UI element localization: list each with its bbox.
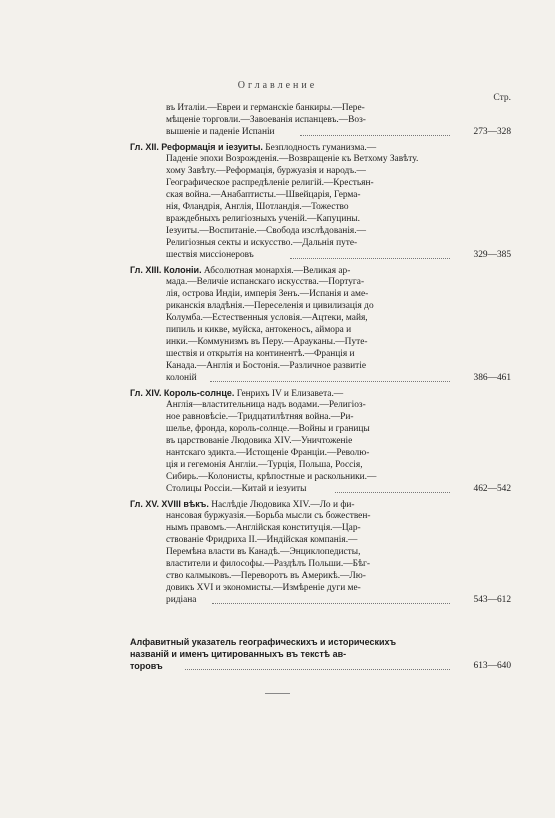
entry-line: шелье, фронда, король-солнце.—Войны и границы [166,424,370,434]
entry-line: Канада.—Англія и Бостонія.—Различное развитіе [166,361,367,371]
leader-dots [290,258,450,259]
chapter-title: Колоніи. [163,265,202,275]
end-rule [265,693,290,694]
entry-line: Абсолютная монархія.—Великая ар- [203,266,351,276]
page-range: 273—328 [473,127,511,137]
chapter-number: Гл. XV. [130,499,160,509]
leader-dots [210,381,450,382]
entry-line: мада.—Величіе испанскаго искусства.—Португа- [166,277,365,287]
entry-line: нымъ правомъ.—Англійская конституція.—Цар- [166,523,361,533]
entry-line: Сибирь.—Колонисты, крѣпостные и раскольники.— [166,472,377,482]
entry-line: Паденіе эпохи Возрожденія.—Возвращеніе къ Ветхому Завѣту. [166,154,419,164]
entry-line: пипиль и киквe, муйска, антокеносъ, аймора и [166,325,352,335]
entry-first-line [130,141,460,153]
entry-line: нантскаго эдикта.—Истощеніе Франціи.—Револю- [166,448,370,458]
entry-line: риканскія владѣнія.—Переселенія и цивилизація до [166,301,374,311]
entry-line: Колумба.—Естественныя условія.—Ацтеки, майя, [166,313,368,323]
entry-line: Наслѣдіе Людовика XIV.—Ло и фи- [211,500,355,510]
page-range: 386—461 [473,373,511,383]
chapter-title: Реформація и іезуиты. [161,142,263,152]
page-header: Оглавление [237,80,318,91]
entry-line: Религіозныя секты и искусство.—Дальнія путе- [166,238,358,248]
entry-line: шествія миссіонеровъ [166,250,254,260]
chapter-number: Гл. XIII. [130,265,162,275]
entry-line: вышеніе и паденіе Испаніи [166,127,275,137]
chapter-title: XVIII вѣкъ. [161,499,209,509]
chapter-number: Гл. XIV. [130,388,162,398]
entry-line: нія, Фландрія, Англія, Шотландія.—Тожество [166,202,349,212]
entry-line: въ царствованіе Людовика XIV.—Уничтоженіе [166,436,353,446]
entry-line: враждебныхъ религіозныхъ ученій.—Капуцины. [166,214,360,224]
entry-line: Столицы Россіи.—Китай и іезуиты [166,484,307,494]
entry-line: ція и гегемонія Англіи.—Турція, Польша, Россія, [166,460,363,470]
entry-line: Алфавитный указатель географическихъ и историческихъ [130,637,397,647]
entry-line: довикъ XVI и экономисты.—Измѣреніе дуги ме- [166,583,361,593]
leader-dots [212,603,450,604]
entry-line: колоній [166,373,197,383]
entry-line: ская война.—Анабаптисты.—Швейцарія, Герма- [166,190,361,200]
entry-first-line [130,498,460,510]
entry-line: Англія—властительница надъ водами.—Религіоз- [166,400,366,410]
entry-line: нансовая буржуазія.—Борьба мысли съ божествен- [166,511,371,521]
entry-line: ное равновѣсіе.—Тридцатилѣтняя война.—Ри- [166,412,354,422]
entry-line: инки.—Коммунизмъ въ Перу.—Арауканы.—Путе- [166,337,368,347]
page-range: 329—385 [473,250,511,260]
entry-line: властители и философы.—Раздѣлъ Польши.—Бѣг- [166,559,371,569]
entry-line: Перемѣна власти въ Канадѣ.—Энциклопедисты, [166,547,361,557]
entry-line: хому Завѣту.—Реформація, буржуазія и народъ.— [166,166,366,176]
entry-first-line [130,387,460,399]
leader-dots [185,669,450,670]
chapter-number: Гл. XII. [130,142,159,152]
entry-line: Генрихъ IV и Елизавета.— [236,389,344,399]
entry-line: Іезуиты.—Воспитаніе.—Свобода изслѣдованія.— [166,226,366,236]
entry-line: шествія и открытія на континентѣ.—Франція и [166,349,355,359]
entry-line: ридіана [166,595,197,605]
entry-line: въ Италіи.—Евреи и германскіе банкиры.—Пере- [166,103,365,113]
entry-line: ство калмыковъ.—Переворотъ въ Америкѣ.—Лю- [166,571,366,581]
page-range: 543—612 [473,595,511,605]
leader-dots [300,135,450,136]
entry-first-line [130,264,460,276]
entry-line: Безплодность гуманизма.— [265,143,377,153]
page-range: 462—542 [473,484,511,494]
entry-line: Географическое распредѣленіе религій.—Крестьян- [166,178,374,188]
entry-line: торовъ [130,661,163,671]
entry-line: названій и именъ цитированныхъ въ текстѣ ав- [130,649,347,659]
page-column-label: Стр. [493,93,511,103]
page-range: 613—640 [473,661,511,671]
entry-line: ствованіе Фридриха II.—Индійская компанія.— [166,535,358,545]
entry-line: лія, острова Индіи, имперія Зенъ.—Испанія и аме- [166,289,369,299]
chapter-title: Король-солнце. [163,388,235,398]
leader-dots [335,492,450,493]
entry-line: мѣщеніе торговли.—Завоеванія испанцевъ.—Воз- [166,115,366,125]
